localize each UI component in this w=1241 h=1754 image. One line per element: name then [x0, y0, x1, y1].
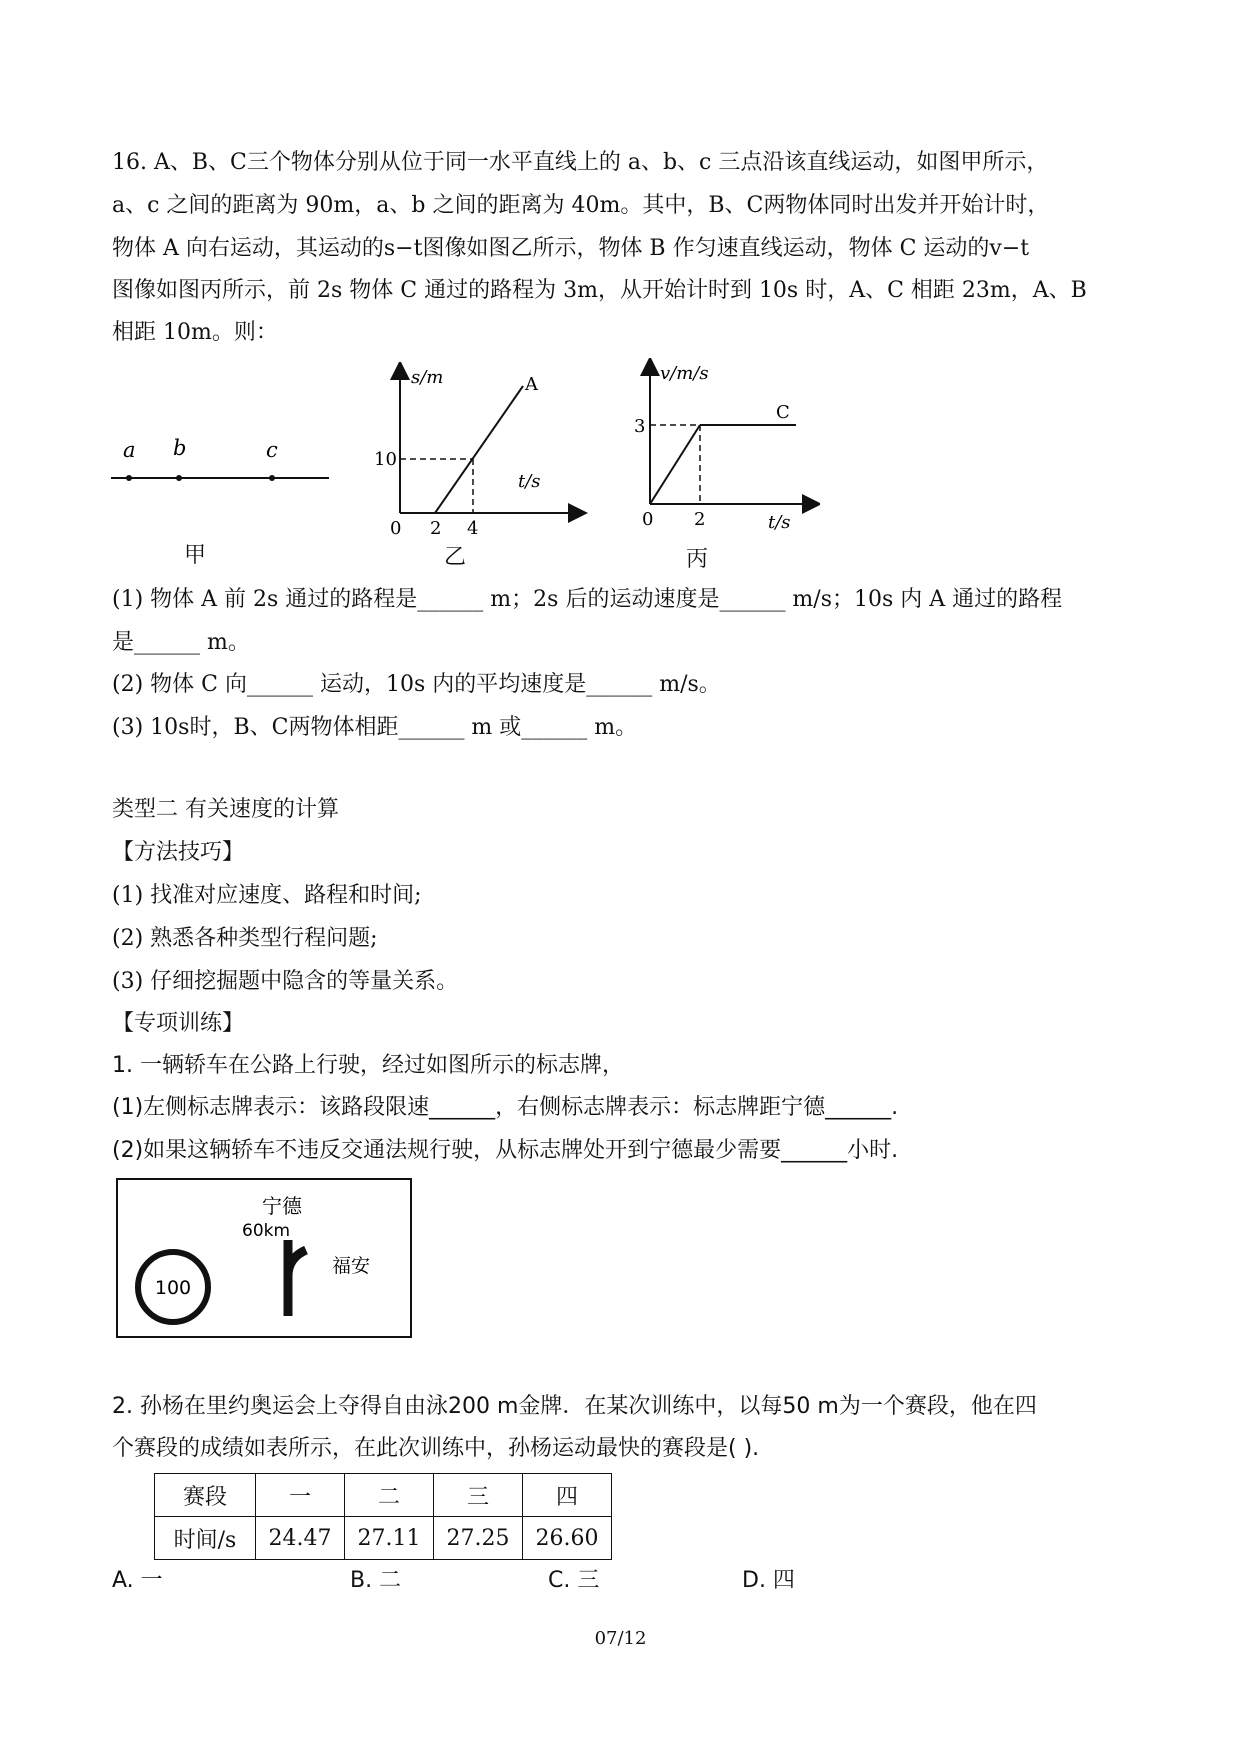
time-cell: 24.47 [256, 1517, 345, 1560]
q16-sub1-cont: 是______ m。 [112, 630, 250, 655]
method-item-2: (2) 熟悉各种类型行程问题; [112, 926, 378, 951]
road-sign-figure [116, 1178, 412, 1338]
figure-bing-caption: 丙 [686, 547, 709, 572]
method-item-1: (1) 找准对应速度、路程和时间; [112, 883, 422, 908]
q2-line-2: 个赛段的成绩如表所示，在此次训练中，孙杨运动最快的赛段是( ). [112, 1436, 760, 1461]
series-a-label: A [525, 374, 538, 395]
row-header-segment: 赛段 [155, 1474, 256, 1517]
sign-distance: 60km [242, 1221, 291, 1241]
series-c-label: C [776, 402, 790, 423]
segment-cell: 四 [523, 1474, 612, 1517]
y-axis-label: s/m [411, 367, 444, 388]
figure-yi-graph [370, 362, 590, 537]
y-tick-10: 10 [374, 449, 397, 470]
y-axis-label: v/m/s [660, 363, 709, 384]
row-header-time: 时间/s [155, 1517, 256, 1560]
x-tick-4: 4 [467, 518, 479, 537]
option-b: B. 二 [350, 1568, 402, 1593]
sign-destination: 宁德 [262, 1194, 302, 1218]
q16-sub1: (1) 物体 A 前 2s 通过的路程是______ m；2s 后的运动速度是______ m/s；10s 内 A 通过的路程 [112, 587, 1063, 612]
table-row [155, 1517, 612, 1560]
page-number: 07/12 [594, 1628, 647, 1649]
option-a: A. 一 [112, 1568, 163, 1593]
q16-sub2: (2) 物体 C 向______ 运动，10s 内的平均速度是______ m/s。 [112, 672, 721, 697]
segment-cell: 一 [256, 1474, 345, 1517]
y-tick-3: 3 [634, 416, 646, 437]
q16-line-5: 相距 10m。则： [112, 320, 278, 345]
q16-line-4: 图像如图丙所示，前 2s 物体 C 通过的路程为 3m，从开始计时到 10s 时，A、C 相距 23m，A、B [112, 278, 1087, 303]
q16-line-1: 16. A、B、C三个物体分别从位于同一水平直线上的 a、b、c 三点沿该直线运动，如图甲所示， [112, 150, 1049, 175]
point-c-label: c [266, 438, 278, 462]
origin-label: 0 [642, 509, 654, 530]
time-cell: 27.11 [345, 1517, 434, 1560]
segment-cell: 三 [434, 1474, 523, 1517]
q1-stem: 1. 一辆轿车在公路上行驶，经过如图所示的标志牌， [112, 1053, 624, 1078]
origin-label: 0 [390, 518, 402, 537]
method-item-3: (3) 仔细挖掘题中隐含的等量关系。 [112, 969, 459, 994]
figure-jia [105, 430, 335, 500]
time-cell: 27.25 [434, 1517, 523, 1560]
segment-cell: 二 [345, 1474, 434, 1517]
option-d: D. 四 [742, 1568, 795, 1593]
x-axis-label: t/s [768, 512, 791, 533]
q16-line-3: 物体 A 向右运动，其运动的s−t图像如图乙所示，物体 B 作匀速直线运动，物体 C 运动的v−t [112, 236, 1030, 261]
point-b-label: b [173, 436, 187, 460]
q2-line-1: 2. 孙杨在里约奥运会上夺得自由泳200 m金牌．在某次训练中，以每50 m为一个赛段，他在四 [112, 1394, 1037, 1419]
q1-sub1: (1)左侧标志牌表示：该路段限速______，右侧标志牌表示：标志牌距宁德______. [112, 1095, 899, 1120]
q1-sub2: (2)如果这辆轿车不违反交通法规行驶，从标志牌处开到宁德最少需要______小时. [112, 1138, 899, 1163]
point-c-dot [269, 475, 275, 481]
point-b-dot [176, 475, 182, 481]
section-title: 类型二 有关速度的计算 [112, 797, 339, 822]
sign-branch-name: 福安 [332, 1255, 371, 1277]
time-cell: 26.60 [523, 1517, 612, 1560]
training-header: 【专项训练】 [112, 1011, 245, 1036]
x-axis-label: t/s [518, 471, 541, 492]
figure-jia-caption: 甲 [184, 543, 207, 568]
point-a-label: a [123, 438, 136, 462]
series-c-ramp [650, 425, 700, 504]
figure-yi-caption: 乙 [444, 545, 467, 570]
x-tick-2: 2 [430, 518, 442, 537]
q16-sub3: (3) 10s时，B、C两物体相距______ m 或______ m。 [112, 715, 638, 740]
q16-line-2: a、c 之间的距离为 90m，a、b 之间的距离为 40m。其中，B、C两物体同时出发并开始计时， [112, 193, 1050, 218]
q2-table [154, 1473, 612, 1560]
x-tick-2: 2 [694, 509, 706, 530]
point-a-dot [126, 475, 132, 481]
series-a-line [435, 386, 523, 513]
road-sign-drawing [118, 1180, 410, 1336]
figure-bing-graph [630, 358, 820, 538]
speed-limit-value: 100 [154, 1277, 192, 1299]
method-header: 【方法技巧】 [112, 840, 245, 865]
table-row [155, 1474, 612, 1517]
option-c: C. 三 [548, 1568, 600, 1593]
